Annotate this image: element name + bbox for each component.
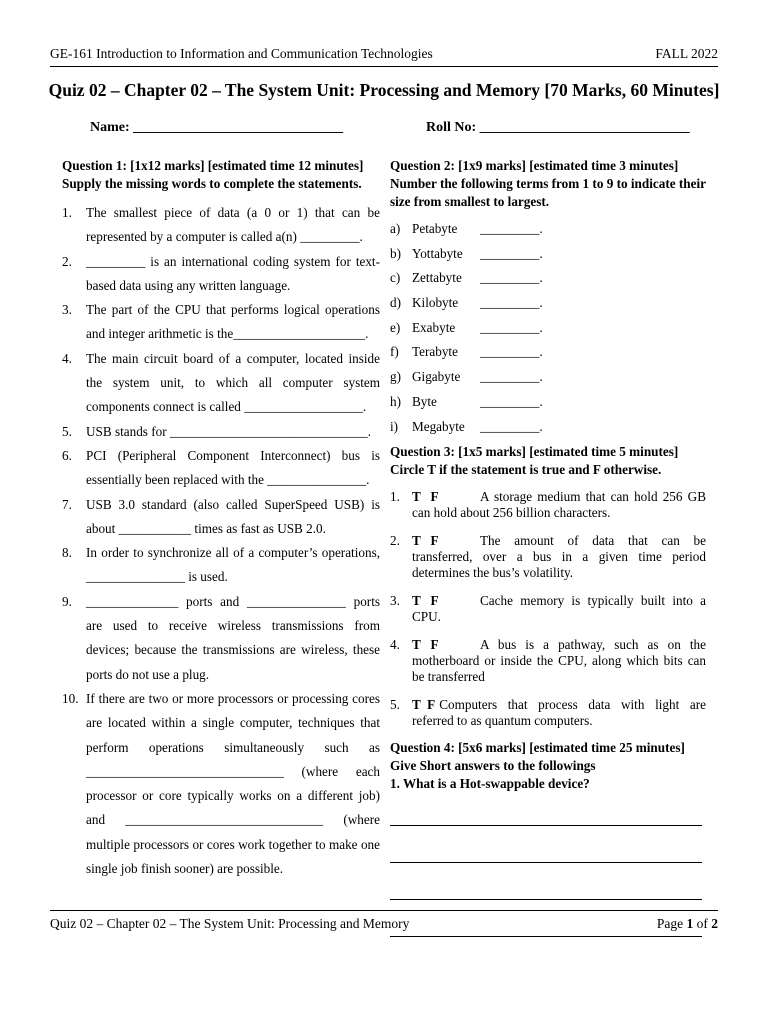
item-term: Gigabyte — [412, 369, 461, 385]
item-blank[interactable]: _________. — [480, 221, 543, 236]
item-number: 2. — [62, 253, 72, 269]
question-1 — [62, 157, 380, 881]
page-current: 1 — [686, 916, 694, 931]
question-1-instruction: Supply the missing words to complete the statements. — [62, 176, 362, 191]
name-field[interactable] — [90, 120, 343, 136]
item-label: g) — [390, 369, 401, 385]
item-term: Petabyte — [412, 221, 458, 236]
question-1-header — [62, 157, 380, 193]
item-number: 9. — [62, 593, 72, 609]
item-text: The amount of data that can be transferred, over a bus in a given time period determines the bus’s volatility. — [412, 533, 706, 581]
item-text: If there are two or more processors or processing cores are located within a single computer, techniques that perform operations simultaneously such as ______________________________ (where each processor or core typically works on a different job) and ______________________________ (where multiple processors or cores work together to make one single job finish sooner) are possible. — [86, 690, 380, 877]
list-item — [390, 316, 706, 341]
roll-label: Roll No: — [426, 120, 477, 135]
item-term: Byte — [412, 393, 437, 409]
question-2-list — [390, 217, 706, 439]
item-text: _________ is an international coding system for text-based data using any written language. — [86, 253, 380, 293]
page-of: of — [693, 916, 712, 931]
item-term: Megabyte — [412, 418, 465, 434]
list-item — [62, 590, 380, 687]
list-item — [62, 420, 380, 444]
list-item — [390, 697, 706, 729]
item-text: A storage medium that can hold 256 GB can hold about 256 billion characters. — [412, 489, 706, 521]
item-text: In order to synchronize all of a computer’s operations, _______________ is used. — [86, 545, 380, 585]
answer-line[interactable] — [390, 793, 702, 826]
question-2-header — [390, 157, 706, 211]
question-4-heading: Question 4: [5x6 marks] [estimated time 25 minutes] — [390, 740, 685, 756]
item-term: Terabyte — [412, 344, 458, 360]
list-item — [62, 347, 380, 420]
roll-blank[interactable]: ______________________________ — [479, 120, 690, 135]
item-label: c) — [390, 270, 401, 286]
item-blank[interactable]: _________. — [480, 270, 543, 286]
question-3-list — [390, 489, 706, 729]
item-number: 2. — [390, 533, 400, 549]
item-number: 5. — [390, 697, 400, 713]
item-text: A bus is a pathway, such as on the motherboard or inside the CPU, along which bits can be transferred — [412, 637, 706, 685]
list-item — [390, 415, 706, 440]
item-text: ______________ ports and _______________ ports are used to receive wireless transmissions from devices; because the transmissions are wireless, these ports do not use a plug. — [86, 593, 380, 682]
item-text: Cache memory is typically built into a CPU. — [412, 593, 706, 625]
item-label: f) — [390, 344, 399, 360]
list-item — [390, 365, 706, 390]
true-false-choice[interactable]: T F — [412, 533, 439, 549]
true-false-choice[interactable]: T F — [412, 697, 436, 713]
list-item — [390, 217, 706, 242]
item-number: 4. — [62, 350, 72, 366]
item-blank[interactable]: _________. — [480, 245, 543, 261]
question-4 — [390, 739, 706, 937]
page-header — [50, 46, 718, 67]
item-text: The main circuit board of a computer, located inside the system unit, to which all computer system components connect is called __________________. — [86, 350, 380, 415]
true-false-choice[interactable]: T F — [412, 637, 439, 653]
page-footer — [50, 910, 718, 933]
item-text: The smallest piece of data (a 0 or 1) that can be represented by a computer is called a(n) _________. — [86, 205, 380, 245]
list-item — [62, 298, 380, 347]
list-item — [390, 266, 706, 291]
list-item — [390, 340, 706, 365]
item-text: The part of the CPU that performs logical operations and integer arithmetic is the____________________. — [86, 302, 380, 342]
question-4-instruction: Give Short answers to the followings — [390, 758, 596, 774]
item-label: b) — [390, 245, 401, 261]
question-4-header — [390, 739, 706, 775]
item-number: 10. — [62, 690, 79, 706]
list-item — [390, 637, 706, 685]
item-number: 1. — [62, 205, 72, 220]
question-2-instruction: Number the following terms from 1 to 9 to indicate their size from smallest to largest. — [390, 176, 706, 209]
true-false-choice[interactable]: T F — [412, 489, 439, 505]
list-item — [62, 493, 380, 542]
answer-line[interactable] — [390, 826, 702, 863]
item-blank[interactable]: _________. — [480, 344, 543, 360]
item-text: USB stands for ______________________________. — [86, 423, 371, 439]
item-blank[interactable]: _________. — [480, 369, 543, 385]
true-false-choice[interactable]: T F — [412, 593, 439, 609]
list-item — [62, 687, 380, 881]
item-blank[interactable]: _________. — [480, 295, 543, 311]
quiz-title: Quiz 02 – Chapter 02 – The System Unit: Processing and Memory [70 Marks, 60 Minutes] — [48, 80, 720, 100]
answer-line[interactable] — [390, 863, 702, 900]
item-label: h) — [390, 393, 401, 409]
list-item — [390, 533, 706, 581]
item-label: e) — [390, 319, 401, 335]
item-number: 3. — [390, 593, 400, 609]
item-text: USB 3.0 standard (also called SuperSpeed USB) is about ___________ times as fast as USB 2.0. — [86, 496, 380, 536]
item-blank[interactable]: _________. — [480, 418, 543, 434]
item-number: 6. — [62, 447, 72, 463]
item-term: Exabyte — [412, 319, 456, 335]
item-number: 8. — [62, 545, 72, 561]
list-item — [390, 390, 706, 415]
item-number: 5. — [62, 423, 72, 439]
list-item — [390, 242, 706, 267]
item-number: 3. — [62, 302, 72, 318]
question-3-header — [390, 443, 706, 479]
roll-field[interactable] — [426, 120, 690, 136]
page-number — [657, 916, 718, 932]
item-term: Zettabyte — [412, 270, 462, 286]
item-term: Yottabyte — [412, 245, 463, 261]
page-total: 2 — [711, 916, 718, 931]
question-3 — [390, 443, 706, 729]
question-3-instruction: Circle T if the statement is true and F otherwise. — [390, 462, 662, 478]
right-column — [390, 157, 706, 937]
item-text: PCI (Peripheral Component Interconnect) bus is essentially been replaced with the _______________. — [86, 447, 380, 488]
item-label: d) — [390, 295, 401, 311]
item-label: a) — [390, 221, 401, 236]
item-blank[interactable]: _________. — [480, 393, 543, 409]
list-item — [390, 291, 706, 316]
list-item — [62, 201, 380, 250]
course-title: GE-161 Introduction to Information and Communication Technologies — [50, 46, 433, 61]
list-item — [390, 593, 706, 625]
item-number: 4. — [390, 637, 400, 653]
list-item — [62, 444, 380, 493]
footer-title: Quiz 02 – Chapter 02 – The System Unit: Processing and Memory — [50, 916, 410, 931]
name-blank[interactable]: ______________________________ — [133, 120, 344, 135]
question-3-heading: Question 3: [1x5 marks] [estimated time 5 minutes] — [390, 444, 679, 460]
item-label: i) — [390, 418, 399, 434]
page-prefix: Page — [656, 916, 687, 931]
term-label: FALL 2022 — [655, 46, 718, 61]
question-4-subquestion: 1. What is a Hot-swappable device? — [390, 776, 590, 792]
list-item — [62, 541, 380, 590]
question-1-heading: Question 1: [1x12 marks] [estimated time 12 minutes] — [62, 158, 364, 173]
item-number: 1. — [390, 489, 400, 505]
item-blank[interactable]: _________. — [480, 319, 543, 335]
item-text: Computers that process data with light are referred to as quantum computers. — [412, 697, 706, 729]
list-item — [390, 489, 706, 521]
question-1-list — [62, 201, 380, 881]
item-term: Kilobyte — [412, 295, 459, 311]
question-2-heading: Question 2: [1x9 marks] [estimated time 3 minutes] — [390, 158, 679, 173]
item-number: 7. — [62, 496, 72, 512]
name-label: Name: — [90, 120, 130, 135]
list-item — [62, 250, 380, 299]
